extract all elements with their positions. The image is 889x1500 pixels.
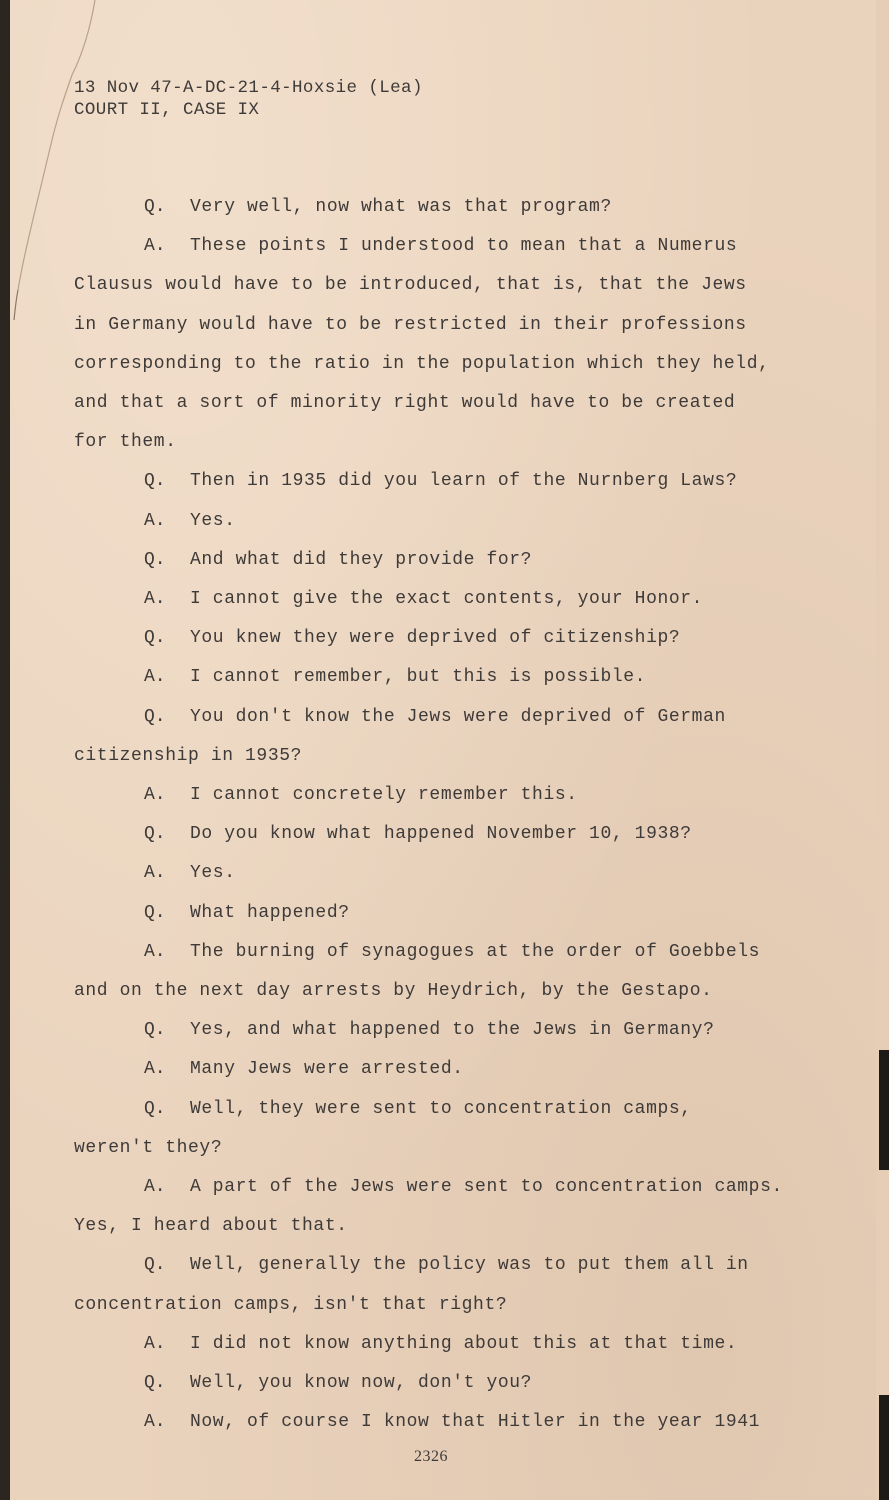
- speaker-label: Q.: [144, 550, 166, 570]
- transcript-line: Yes.: [190, 511, 236, 531]
- transcript-continuation-line: Clausus would have to be introduced, that is, that the Jews: [74, 275, 747, 295]
- transcript-line: What happened?: [190, 903, 350, 923]
- transcript-line: Now, of course I know that Hitler in the year 1941: [190, 1412, 761, 1432]
- speaker-label: Q.: [144, 628, 166, 648]
- transcript-line: I did not know anything about this at that time.: [190, 1334, 738, 1354]
- transcript-continuation-line: corresponding to the ratio in the population which they held,: [74, 354, 770, 374]
- speaker-label: A.: [144, 589, 166, 609]
- speaker-label: A.: [144, 667, 166, 687]
- transcript-line: You knew they were deprived of citizenship?: [190, 628, 681, 648]
- speaker-label: Q.: [144, 197, 166, 217]
- page-right-edge: [876, 0, 889, 1500]
- transcript-continuation-line: citizenship in 1935?: [74, 746, 303, 766]
- transcript-line: Well, they were sent to concentration camps,: [190, 1099, 692, 1119]
- transcript-line: I cannot remember, but this is possible.: [190, 667, 647, 687]
- transcript-continuation-line: and on the next day arrests by Heydrich, by the Gestapo.: [74, 981, 713, 1001]
- speaker-label: A.: [144, 236, 166, 256]
- speaker-label: A.: [144, 863, 166, 883]
- transcript-line: Yes, and what happened to the Jews in Germany?: [190, 1020, 715, 1040]
- transcript-line: Many Jews were arrested.: [190, 1059, 464, 1079]
- speaker-label: Q.: [144, 903, 166, 923]
- speaker-label: A.: [144, 1059, 166, 1079]
- page-number: 2326: [414, 1448, 448, 1465]
- speaker-label: Q.: [144, 471, 166, 491]
- transcript-continuation-line: concentration camps, isn't that right?: [74, 1295, 508, 1315]
- speaker-label: A.: [144, 511, 166, 531]
- edge-shadow-mark: [879, 1395, 889, 1500]
- transcript-continuation-line: in Germany would have to be restricted in their professions: [74, 315, 747, 335]
- document-header-reference: 13 Nov 47-A-DC-21-4-Hoxsie (Lea): [74, 78, 423, 98]
- edge-shadow-mark: [879, 1050, 889, 1170]
- speaker-label: A.: [144, 785, 166, 805]
- transcript-continuation-line: weren't they?: [74, 1138, 223, 1158]
- transcript-line: Then in 1935 did you learn of the Nurnberg Laws?: [190, 471, 738, 491]
- transcript-line: I cannot concretely remember this.: [190, 785, 578, 805]
- speaker-label: Q.: [144, 1099, 166, 1119]
- speaker-label: Q.: [144, 1020, 166, 1040]
- speaker-label: A.: [144, 1177, 166, 1197]
- transcript-line: Very well, now what was that program?: [190, 197, 612, 217]
- transcript-line: The burning of synagogues at the order of Goebbels: [190, 942, 761, 962]
- transcript-line: And what did they provide for?: [190, 550, 533, 570]
- document-page: [10, 0, 876, 1500]
- transcript-line: Well, generally the policy was to put them all in: [190, 1255, 749, 1275]
- speaker-label: A.: [144, 1334, 166, 1354]
- transcript-continuation-line: and that a sort of minority right would have to be created: [74, 393, 736, 413]
- transcript-continuation-line: Yes, I heard about that.: [74, 1216, 348, 1236]
- speaker-label: Q.: [144, 824, 166, 844]
- speaker-label: A.: [144, 1412, 166, 1432]
- transcript-line: These points I understood to mean that a Numerus: [190, 236, 738, 256]
- transcript-line: Do you know what happened November 10, 1938?: [190, 824, 692, 844]
- transcript-line: Yes.: [190, 863, 236, 883]
- transcript-line: You don't know the Jews were deprived of German: [190, 707, 726, 727]
- speaker-label: Q.: [144, 707, 166, 727]
- transcript-line: I cannot give the exact contents, your Honor.: [190, 589, 704, 609]
- transcript-line: A part of the Jews were sent to concentration camps.: [190, 1177, 783, 1197]
- speaker-label: A.: [144, 942, 166, 962]
- document-header-court-case: COURT II, CASE IX: [74, 100, 260, 120]
- speaker-label: Q.: [144, 1255, 166, 1275]
- speaker-label: Q.: [144, 1373, 166, 1393]
- transcript-continuation-line: for them.: [74, 432, 177, 452]
- transcript-line: Well, you know now, don't you?: [190, 1373, 533, 1393]
